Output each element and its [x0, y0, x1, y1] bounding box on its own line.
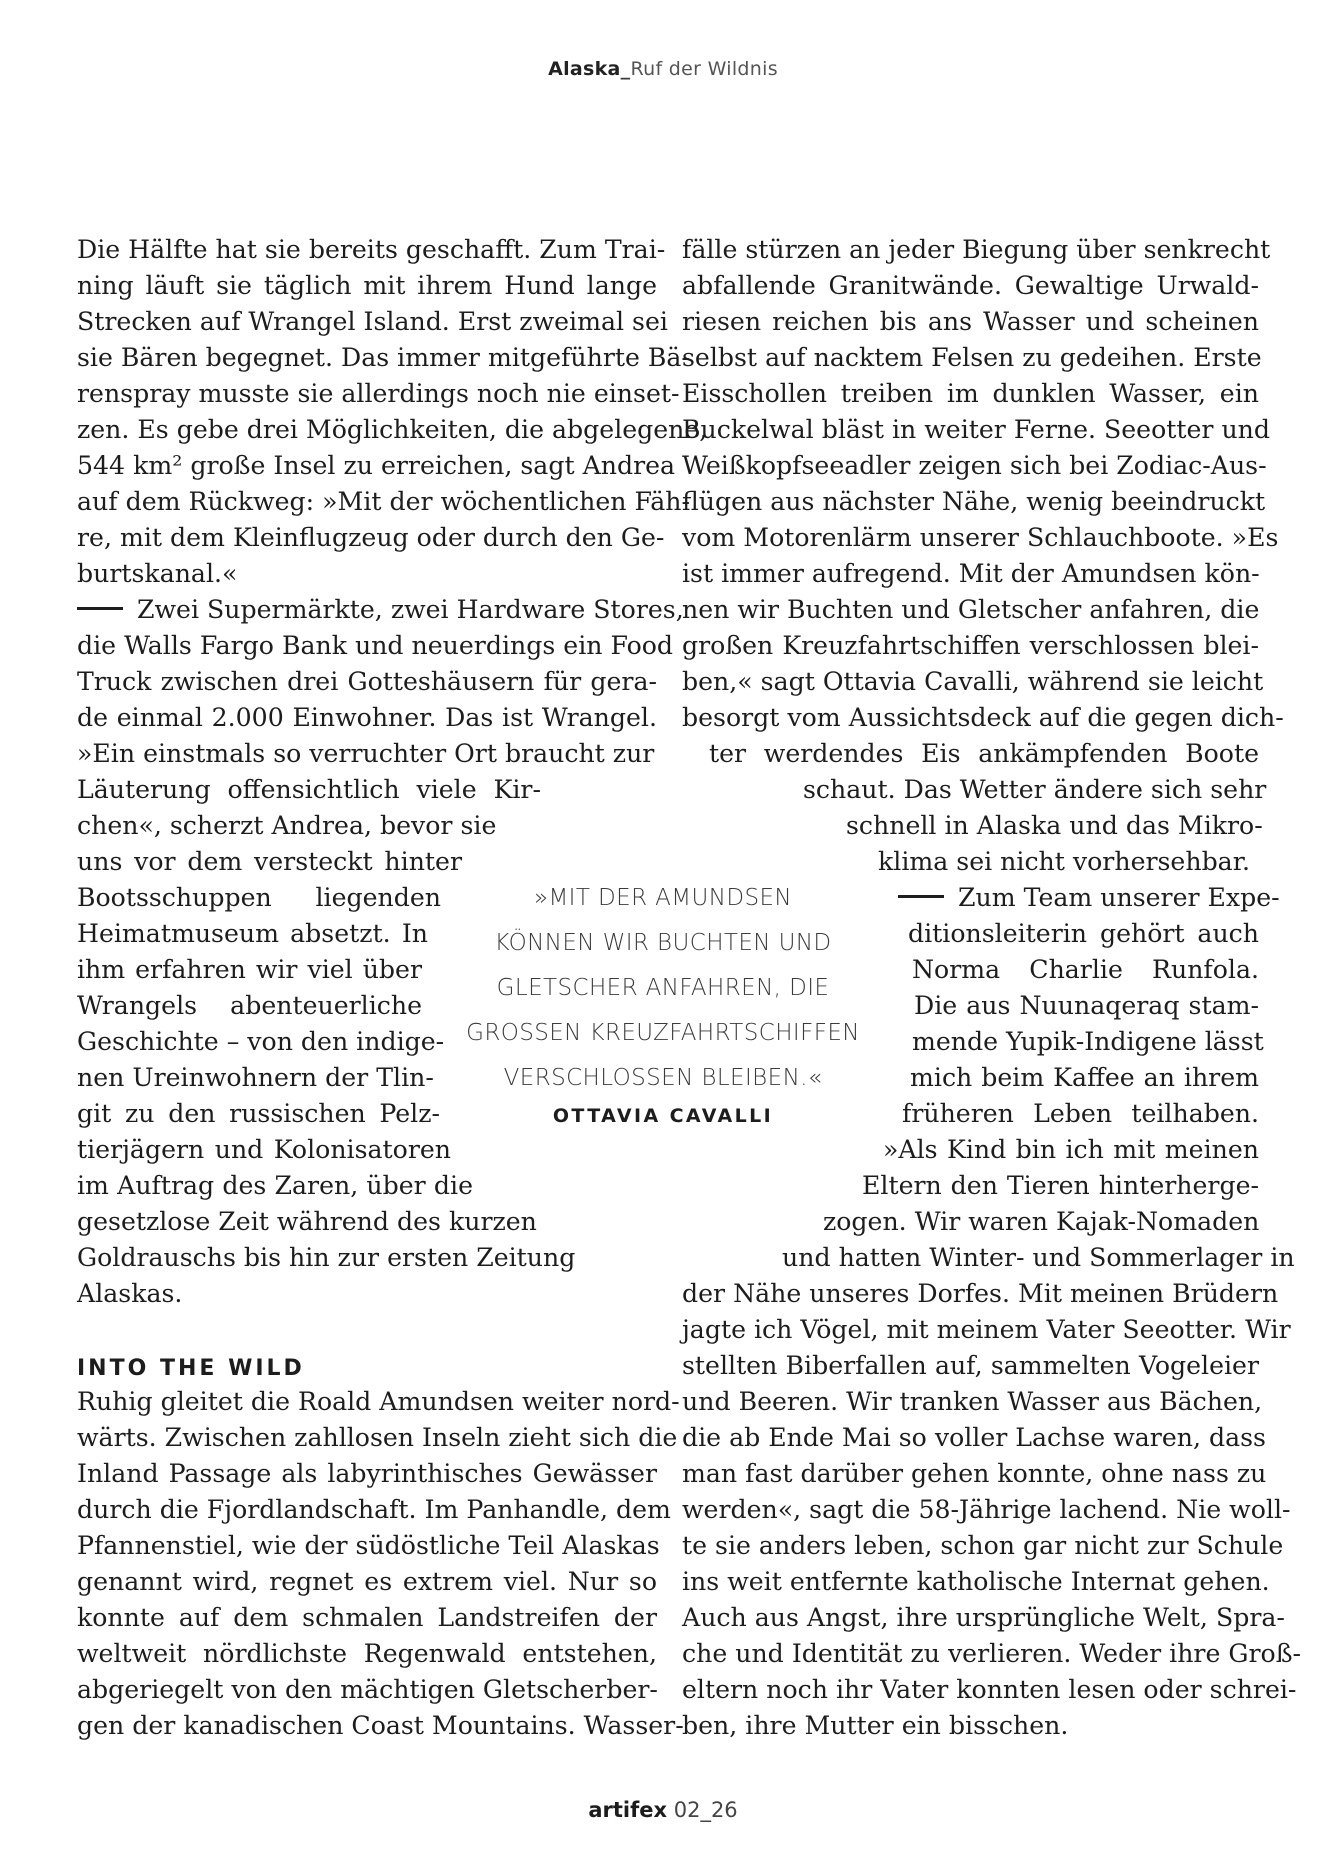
pull-quote-line: VERSCHLOSSEN BLEIBEN.«	[503, 1065, 823, 1091]
header-subtitle: Ruf der Wildnis	[630, 58, 778, 80]
text-line: zogen. Wir waren Kajak-Nomaden	[823, 1207, 1260, 1236]
text-line: Die aus Nuunaqeraq stam-	[914, 991, 1259, 1020]
text-line: Die Hälfte hat sie bereits geschafft. Zum Trai-	[77, 235, 666, 264]
text-line: Strecken auf Wrangel Island. Erst zweimal sei	[77, 307, 668, 336]
text-line: ist immer aufregend. Mit der Amundsen kön-	[682, 559, 1260, 588]
running-header	[0, 58, 1326, 80]
text-line: zen. Es gebe drei Möglichkeiten, die abgelegene,	[77, 415, 708, 444]
page-footer	[0, 1798, 1326, 1822]
text-line: sie Bären begegnet. Das immer mitgeführte Bä-	[77, 343, 690, 372]
text-line: Weißkopfseeadler zeigen sich bei Zodiac-Aus-	[682, 451, 1267, 480]
text-line: riesen reichen bis ans Wasser und scheinen	[682, 307, 1259, 336]
text-line: Buckelwal bläst in weiter Ferne. Seeotter und	[682, 415, 1271, 444]
page-number: 26	[710, 1798, 738, 1822]
text-line: Geschichte – von den indige-	[77, 1027, 445, 1056]
text-line: nen Ureinwohnern der Tlin-	[77, 1063, 434, 1092]
pull-quote-line: GLETSCHER ANFAHREN, DIE	[496, 975, 830, 1001]
text-line: chen«, scherzt Andrea, bevor sie	[77, 811, 497, 840]
text-line: git zu den russischen Pelz-	[77, 1099, 440, 1128]
text-line: Läuterung offensichtlich viele Kir-	[77, 775, 541, 804]
left-paragraph-3	[77, 1384, 684, 1744]
text-line: ins weit entfernte katholische Internat gehen.	[682, 1567, 1270, 1596]
pull-quote-line: GROSSEN KREUZFAHRTSCHIFFEN	[466, 1020, 860, 1046]
text-line: ditionsleiterin gehört auch	[908, 919, 1259, 948]
text-line: konnte auf dem schmalen Landstreifen der	[77, 1603, 657, 1632]
text-line: stellten Biberfallen auf, sammelten Vogeleier	[682, 1351, 1259, 1380]
text-line: Alaskas.	[77, 1279, 183, 1308]
text-line-dash	[898, 880, 1280, 916]
text-line: man fast darüber gehen konnte, ohne nass zu	[682, 1459, 1267, 1488]
text-line: Ruhig gleitet die Roald Amundsen weiter nord-	[77, 1387, 680, 1416]
text-line: ning läuft sie täglich mit ihrem Hund lange	[77, 271, 657, 300]
spacer	[77, 1312, 657, 1348]
text-line: jagte ich Vögel, mit meinem Vater Seeotter. Wir	[682, 1315, 1291, 1344]
text-line: renspray musste sie allerdings noch nie einset-	[77, 379, 680, 408]
text-line: mich beim Kaffee an ihrem	[910, 1063, 1259, 1092]
header-separator: _	[620, 58, 631, 80]
pull-quote-author: OTTAVIA CAVALLI	[552, 1105, 774, 1127]
text-line: nen wir Buchten und Gletscher anfahren, die	[682, 595, 1260, 624]
text-line: tierjägern und Kolonisatoren	[77, 1135, 451, 1164]
footer-brand: artifex	[588, 1798, 668, 1822]
text-line: che und Identität zu verlieren. Weder ihre Groß-	[682, 1639, 1302, 1668]
text-line: Zum Team unserer Expe-	[958, 883, 1280, 912]
text-line: Goldrauschs bis hin zur ersten Zeitung	[77, 1243, 576, 1272]
text-line: wärts. Zwischen zahllosen Inseln zieht sich die	[77, 1423, 678, 1452]
text-line: Pfannenstiel, wie der südöstliche Teil Alaskas	[77, 1531, 660, 1560]
text-line: Truck zwischen drei Gotteshäusern für gera-	[77, 667, 657, 696]
text-line: gen der kanadischen Coast Mountains. Wasser-	[77, 1711, 684, 1740]
text-line: großen Kreuzfahrtschiffen verschlossen blei-	[682, 631, 1259, 660]
text-line: Auch aus Angst, ihre ursprüngliche Welt, Spra-	[682, 1603, 1285, 1632]
text-line: früheren Leben teilhaben.	[902, 1099, 1259, 1128]
footer-issue: 02	[673, 1798, 701, 1822]
text-line: ihm erfahren wir viel über	[77, 955, 422, 984]
text-line: uns vor dem versteckt hinter	[77, 847, 462, 876]
text-line: gesetzlose Zeit während des kurzen	[77, 1207, 537, 1236]
text-line: fälle stürzen an jeder Biegung über senkrecht	[682, 235, 1271, 264]
pull-quote-line: KÖNNEN WIR BUCHTEN UND	[494, 930, 832, 956]
header-section: Alaska	[548, 58, 621, 80]
text-line: Norma Charlie Runfola.	[912, 955, 1259, 984]
pull-quote-line: »MIT DER AMUNDSEN	[533, 885, 793, 911]
text-line: Wrangels abenteuerliche	[77, 991, 422, 1020]
text-line: re, mit dem Kleinflugzeug oder durch den Ge-	[77, 523, 665, 552]
text-line: werden«, sagt die 58-Jährige lachend. Nie woll-	[682, 1495, 1291, 1524]
text-line: te sie anders leben, schon gar nicht zur Schule	[682, 1531, 1284, 1560]
text-line: abgeriegelt von den mächtigen Gletscherber-	[77, 1675, 658, 1704]
text-line: und Beeren. Wir tranken Wasser aus Bächen,	[682, 1387, 1263, 1416]
text-line: durch die Fjordlandschaft. Im Panhandle, dem	[77, 1495, 671, 1524]
section-subheading: INTO THE WILD	[77, 1356, 305, 1381]
text-line: schaut. Das Wetter ändere sich sehr	[803, 775, 1267, 804]
text-line: genannt wird, regnet es extrem viel. Nur so	[77, 1567, 657, 1596]
text-line: »Ein einstmals so verruchter Ort braucht zur	[77, 739, 655, 768]
text-line: abfallende Granitwände. Gewaltige Urwald-	[682, 271, 1259, 300]
text-line: der Nähe unseres Dorfes. Mit meinen Brüdern	[682, 1279, 1279, 1308]
text-line: ben, ihre Mutter ein bisschen.	[682, 1711, 1069, 1740]
footer-separator: _	[700, 1798, 711, 1822]
text-line: ter werdendes Eis ankämpfenden Boote	[709, 739, 1259, 768]
right-paragraph-1	[682, 232, 1284, 880]
text-line: »Als Kind bin ich mit meinen	[883, 1135, 1259, 1164]
text-line: weltweit nördlichste Regenwald entstehen,	[77, 1639, 657, 1668]
text-line: im Auftrag des Zaren, über die	[77, 1171, 473, 1200]
text-line: Bootsschuppen liegenden	[77, 883, 441, 912]
text-line: Zwei Supermärkte, zwei Hardware Stores,	[137, 595, 684, 624]
text-line: de einmal 2.000 Einwohner. Das ist Wrangel.	[77, 703, 657, 732]
text-line: Inland Passage als labyrinthisches Gewässer	[77, 1459, 657, 1488]
text-line: mende Yupik-Indigene lässt	[912, 1027, 1264, 1056]
text-line: flügen aus nächster Nähe, wenig beeindruckt	[682, 487, 1266, 516]
paragraph-dash	[77, 607, 123, 610]
text-line: die Walls Fargo Bank und neuerdings ein Food	[77, 631, 674, 660]
text-line: besorgt vom Aussichtsdeck auf die gegen dich-	[682, 703, 1284, 732]
paragraph-dash	[898, 895, 944, 898]
text-line: 544 km² große Insel zu erreichen, sagt Andrea	[77, 451, 676, 480]
text-line: Eisschollen treiben im dunklen Wasser, ein	[682, 379, 1259, 408]
text-line: Eltern den Tieren hinterherge-	[862, 1171, 1259, 1200]
text-line: auf dem Rückweg: »Mit der wöchentlichen Fäh-	[77, 487, 690, 516]
text-line: eltern noch ihr Vater konnten lesen oder schrei-	[682, 1675, 1297, 1704]
text-line: die ab Ende Mai so voller Lachse waren, dass	[682, 1423, 1266, 1452]
left-paragraph-1	[77, 232, 708, 592]
pull-quote	[457, 876, 869, 1127]
text-line: selbst auf nacktem Felsen zu gedeihen. Erste	[682, 343, 1262, 372]
text-line: ben,« sagt Ottavia Cavalli, während sie leicht	[682, 667, 1264, 696]
text-line: vom Motorenlärm unserer Schlauchboote. »Es	[682, 523, 1279, 552]
text-line-dash	[77, 592, 684, 628]
text-line: klima sei nicht vorhersehbar.	[878, 847, 1250, 876]
text-line: burtskanal.«	[77, 559, 238, 588]
text-line: Heimatmuseum absetzt. In	[77, 919, 428, 948]
text-line: und hatten Winter- und Sommerlager in	[782, 1243, 1295, 1272]
text-line: schnell in Alaska und das Mikro-	[846, 811, 1263, 840]
